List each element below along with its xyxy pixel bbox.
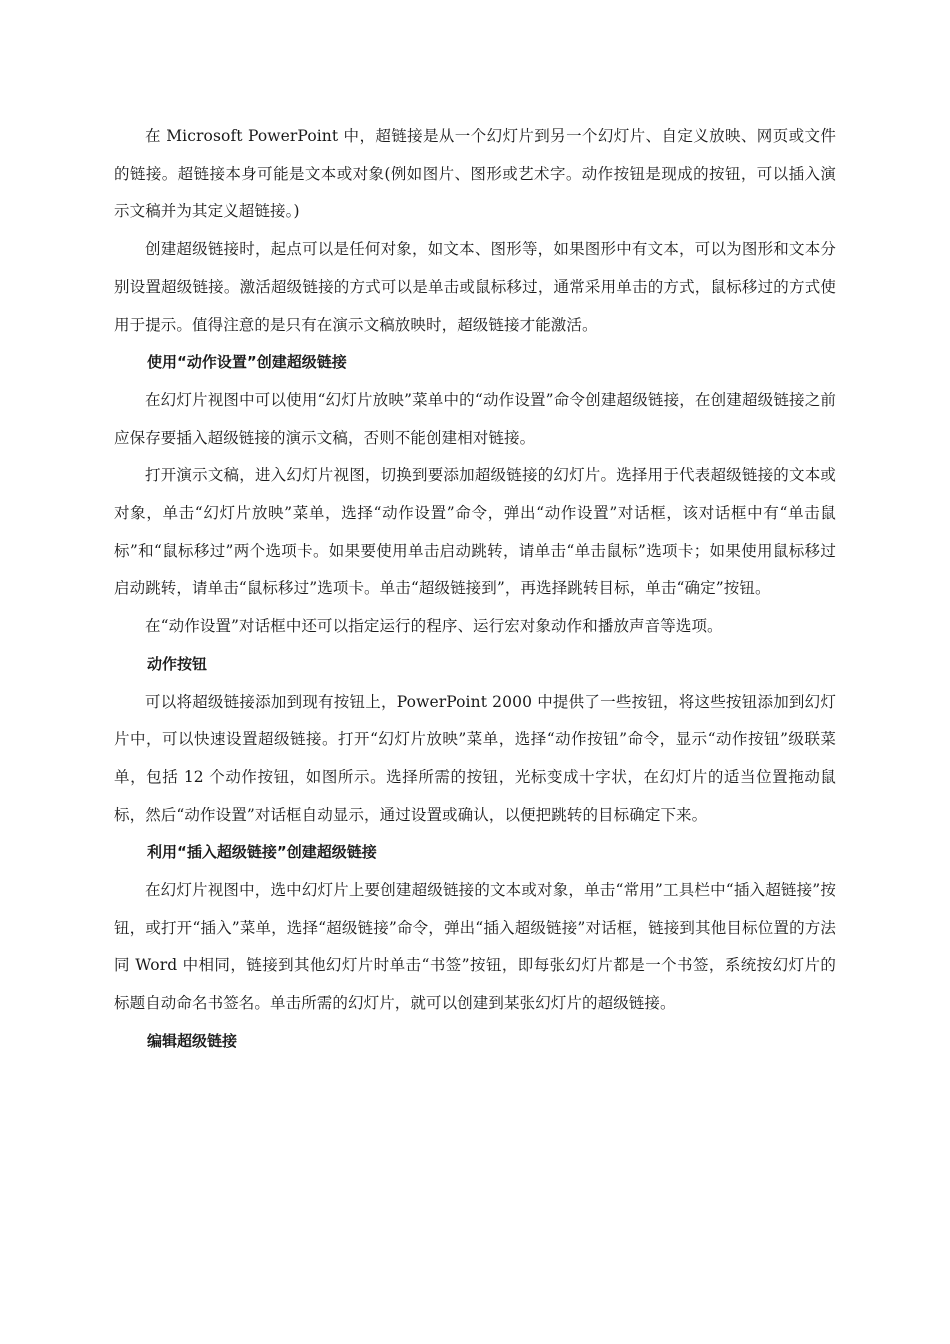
- section-heading-edit-hyperlink: 编辑超级链接: [147, 1031, 238, 1050]
- action-buttons-paragraph: 可以将超级链接添加到现有按钮上，PowerPoint 2000 中提供了一些按钮，将这些按钮添加到幻灯片中，可以快速设置超级链接。打开“幻灯片放映”菜单，选择“动作按钮”命令，显示“动作按钮”级联菜单，包括 12 个动作按钮，如图所示。选择所需的按钮，光标变成十字状，在幻灯片的适当位置拖动鼠标，然后“动作设置”对话框自动显示，通过设置或确认，以便把跳转的目标确定下来。: [114, 692, 836, 824]
- hyperlink-start-paragraph: 创建超级链接时，起点可以是任何对象，如文本、图形等，如果图形中有文本，可以为图形和文本分别设置超级链接。激活超级链接的方式可以是单击或鼠标移过，通常采用单击的方式，鼠标移过的方式使用于提示。值得注意的是只有在演示文稿放映时，超级链接才能激活。: [114, 240, 836, 334]
- action-settings-paragraph-3: 在“动作设置”对话框中还可以指定运行的程序、运行宏对象动作和播放声音等选项。: [145, 617, 723, 636]
- intro-paragraph: 在 Microsoft PowerPoint 中，超链接是从一个幻灯片到另一个幻灯片、自定义放映、网页或文件的链接。超链接本身可能是文本或对象(例如图片、图形或艺术字。动作按钮是现成的按钮，可以插入演示文稿并为其定义超链接。): [114, 127, 836, 221]
- action-settings-paragraph-2: 打开演示文稿，进入幻灯片视图，切换到要添加超级链接的幻灯片。选择用于代表超级链接的文本或对象，单击“幻灯片放映”菜单，选择“动作设置”命令，弹出“动作设置”对话框，该对话框中有“单击鼠标”和“鼠标移过”两个选项卡。如果要使用单击启动跳转，请单击“单击鼠标”选项卡；如果使用鼠标移过启动跳转，请单击“鼠标移过”选项卡。单击“超级链接到”，再选择跳转目标，单击“确定”按钮。: [114, 466, 836, 598]
- insert-hyperlink-paragraph: 在幻灯片视图中，选中幻灯片上要创建超级链接的文本或对象，单击“常用”工具栏中“插入超链接”按钮，或打开“插入”菜单，选择“超级链接”命令，弹出“插入超级链接”对话框，链接到其他目标位置的方法同 Word 中相同，链接到其他幻灯片时单击“书签”按钮，即每张幻灯片都是一个书签，系统按幻灯片的标题自动命名书签名。单击所需的幻灯片，就可以创建到某张幻灯片的超级链接。: [114, 881, 836, 1013]
- section-heading-insert-hyperlink: 利用“插入超级链接”创建超级链接: [147, 843, 377, 862]
- section-heading-action-settings: 使用“动作设置”创建超级链接: [147, 353, 347, 372]
- document-page: [114, 118, 836, 1061]
- section-heading-action-buttons: 动作按钮: [147, 654, 208, 673]
- action-settings-paragraph-1: 在幻灯片视图中可以使用“幻灯片放映”菜单中的“动作设置”命令创建超级链接，在创建超级链接之前应保存要插入超级链接的演示文稿，否则不能创建相对链接。: [114, 390, 836, 447]
